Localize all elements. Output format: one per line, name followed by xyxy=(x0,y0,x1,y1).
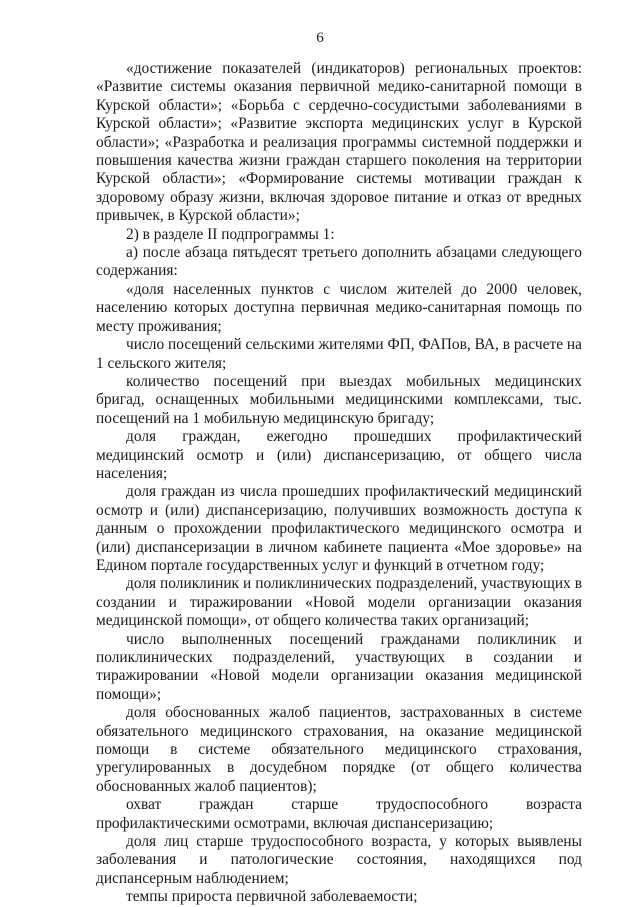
paragraph-personal-account-access: доля граждан из числа прошедших профилактический медицинский осмотр и (или) диспансеризацию, получивших возможность доступа к данным о прохождении профилактического медицинского осмотра и (или) диспансеризации в личном кабинете пациента «Мое здоровье» на Едином портале государственных услуг и функций в отчетном году; xyxy=(96,483,582,574)
paragraph-new-model-clinics-share: доля поликлиник и поликлинических подразделений, участвующих в создании и тиражировании «Новой модели организации оказания медицинской помощи», от общего количества таких организаций; xyxy=(96,575,582,630)
paragraph-elderly-coverage: охват граждан старше трудоспособного возраста профилактическими осмотрами, включая диспансеризацию; xyxy=(96,796,582,832)
paragraph-rural-visits: число посещений сельскими жителями ФП, ФАПов, ВА, в расчете на 1 сельского жителя; xyxy=(96,336,582,372)
paragraph-mobile-brigades: количество посещений при выездах мобильных медицинских бригад, оснащенных мобильными медицинскими комплексами, тыс. посещений на 1 мобильную медицинскую бригаду; xyxy=(96,372,582,427)
paragraph-regional-projects: «достижение показателей (индикаторов) региональных проектов: «Развитие системы оказания первичной медико-санитарной помощи в Курской области»; «Борьба с сердечно-сосудистыми заболеваниями в Курской области»; «Развитие экспорта медицинских услуг в Курской области»; «Разработка и реализация программы системной поддержки и повышения качества жизни граждан старшего поколения на территории Курской области»; «Формирование системы мотивации граждан к здоровому образу жизни, включая здоровое питание и отказ от вредных привычек, в Курской области»; xyxy=(96,60,582,225)
paragraph-section-2: 2) в разделе II подпрограммы 1: xyxy=(126,225,335,243)
document-body xyxy=(96,60,582,907)
paragraph-settlements-share: «доля населенных пунктов с числом жителей до 2000 человек, населению которых доступна первичная медико-санитарная помощь по месту проживания; xyxy=(96,280,582,335)
paragraph-complaints-share: доля обоснованных жалоб пациентов, застрахованных в системе обязательного медицинского страхования, на оказание медицинской помощи в системе обязательного медицинского страхования, урегулированных в досудебном порядке (от общего количества обоснованных жалоб пациентов); xyxy=(96,704,582,795)
paragraph-new-model-visits: число выполненных посещений гражданами поликлиник и поликлинических подразделений, участвующих в создании и тиражировании «Новой модели организации оказания медицинской помощи»; xyxy=(96,630,582,703)
paragraph-preventive-exam-share: доля граждан, ежегодно прошедших профилактический медицинский осмотр и (или) диспансеризацию, от общего числа населения; xyxy=(96,428,582,482)
paragraph-item-a: а) после абзаца пятьдесят третьего дополнить абзацами следующего содержания: xyxy=(96,244,582,280)
paragraph-morbidity-growth: темпы прироста первичной заболеваемости; xyxy=(126,888,418,906)
page-number: 6 xyxy=(316,30,324,46)
paragraph-elderly-dispensary: доля лиц старше трудоспособного возраста, у которых выявлены заболевания и патологические состояния, находящихся под диспансерным наблюдением; xyxy=(96,833,582,887)
